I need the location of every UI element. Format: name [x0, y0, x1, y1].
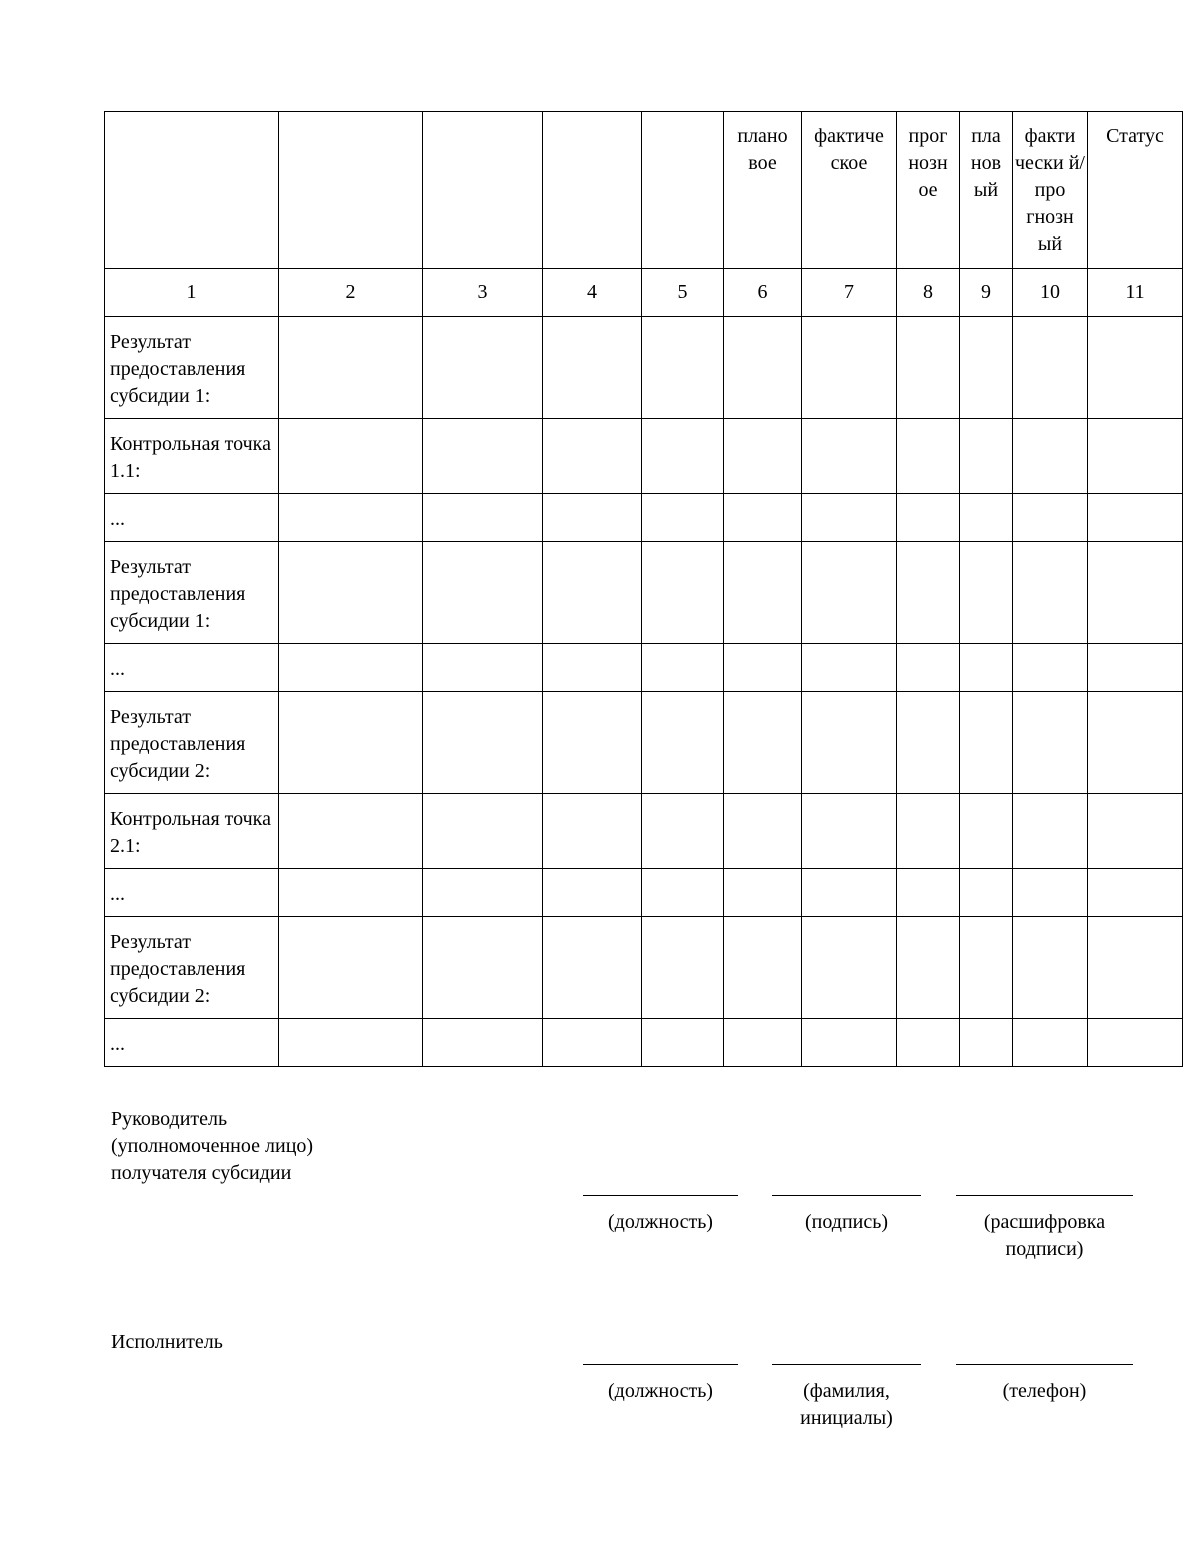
executor-line [583, 1364, 738, 1365]
signature-line [583, 1195, 738, 1196]
header-cell-actual: фактиче ское [802, 112, 897, 269]
column-number: 6 [724, 269, 802, 317]
table-row [105, 917, 1183, 1019]
executor-line [772, 1364, 921, 1365]
row-label: Результат предоставления субсидии 2: [105, 917, 279, 1019]
caption-position: (должность) [608, 1211, 713, 1233]
row-label: ... [105, 644, 279, 692]
column-number-row [105, 269, 1183, 317]
table-header-row [105, 112, 1183, 269]
caption-position: (должность) [608, 1380, 713, 1402]
caption-name-initials: (фамилия, инициалы) [800, 1380, 893, 1429]
row-label: ... [105, 494, 279, 542]
column-number: 1 [105, 269, 279, 317]
row-label: Результат предоставления субсидии 1: [105, 542, 279, 644]
column-number: 4 [543, 269, 642, 317]
table-row [105, 419, 1183, 494]
header-cell-status: Статус [1088, 112, 1183, 269]
row-label: ... [105, 869, 279, 917]
signature-line [772, 1195, 921, 1196]
table-row [105, 1019, 1183, 1067]
column-number: 2 [279, 269, 423, 317]
table-row [105, 644, 1183, 692]
header-cell [543, 112, 642, 269]
row-label: Результат предоставления субсидии 2: [105, 692, 279, 794]
header-cell-planned: плано вое [724, 112, 802, 269]
row-label: ... [105, 1019, 279, 1067]
caption-phone: (телефон) [1002, 1380, 1087, 1402]
table-row [105, 692, 1183, 794]
table-row [105, 494, 1183, 542]
table-row [105, 794, 1183, 869]
head-signatory-label: Руководитель (уполномоченное лицо) получателя субсидии [111, 1108, 314, 1184]
header-cell [279, 112, 423, 269]
table-row [105, 542, 1183, 644]
subsidy-results-table [104, 111, 1183, 1067]
caption-signature-transcript: (расшифровка подписи) [983, 1211, 1106, 1260]
header-cell-forecast: прог нозн ое [897, 112, 960, 269]
row-label: Контрольная точка 1.1: [105, 419, 279, 494]
column-number: 7 [802, 269, 897, 317]
signature-line [956, 1195, 1133, 1196]
column-number: 11 [1088, 269, 1183, 317]
table-row [105, 317, 1183, 419]
column-number: 10 [1013, 269, 1088, 317]
column-number: 8 [897, 269, 960, 317]
header-cell [105, 112, 279, 269]
header-cell [642, 112, 724, 269]
caption-signature: (подпись) [804, 1211, 889, 1233]
header-cell [423, 112, 543, 269]
header-cell-actual-forecast: факти чески й/про гнозн ый [1013, 112, 1088, 269]
row-label: Контрольная точка 2.1: [105, 794, 279, 869]
table-row [105, 869, 1183, 917]
executor-line [956, 1364, 1133, 1365]
column-number: 9 [960, 269, 1013, 317]
row-label: Результат предоставления субсидии 1: [105, 317, 279, 419]
column-number: 3 [423, 269, 543, 317]
executor-label: Исполнитель [111, 1331, 223, 1353]
header-cell-planned-date: пла нов ый [960, 112, 1013, 269]
column-number: 5 [642, 269, 724, 317]
